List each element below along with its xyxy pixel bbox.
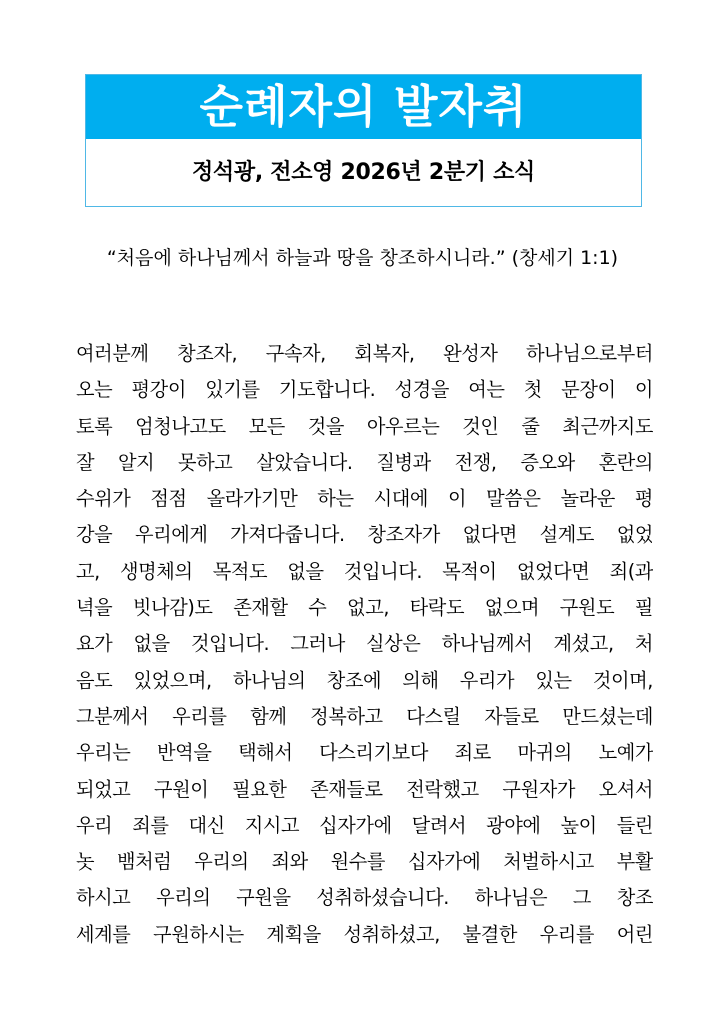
- body-line: 고, 생명체의 목적도 없을 것입니다. 목적이 없었다면 죄(과: [76, 559, 653, 583]
- body-line: 세계를 구원하시는 계획을 성취하셨고, 불결한 우리를 어린: [76, 922, 653, 946]
- body-line: 녁을 빗나감)도 존재할 수 없고, 타락도 없으며 구원도 필: [76, 596, 653, 620]
- body-line: 하시고 우리의 구원을 성취하셨습니다. 하나님은 그 창조: [76, 886, 653, 910]
- body-line: 음도 있었으며, 하나님의 창조에 의해 우리가 있는 것이며,: [76, 668, 653, 692]
- body-line: 우리는 반역을 택해서 다스리기보다 죄로 마귀의 노예가: [76, 741, 653, 765]
- header-box: [85, 74, 642, 207]
- page-title: 순례자의 발자취: [86, 75, 641, 139]
- body-line: 수위가 점점 올라가기만 하는 시대에 이 말씀은 놀라운 평: [76, 487, 653, 511]
- body-line: 여러분께 창조자, 구속자, 회복자, 완성자 하나님으로부터: [76, 342, 653, 365]
- body-line: 그분께서 우리를 함께 정복하고 다스릴 자들로 만드셨는데: [76, 704, 653, 728]
- body-line: 오는 평강이 있기를 기도합니다. 성경을 여는 첫 문장이 이: [76, 378, 653, 402]
- body-paragraph: [76, 336, 653, 953]
- body-line: 놋 뱀처럼 우리의 죄와 원수를 십자가에 처벌하시고 부활: [76, 850, 653, 874]
- body-line: 강을 우리에게 가져다줍니다. 창조자가 없다면 설계도 없었: [76, 523, 653, 547]
- body-line: 되었고 구원이 필요한 존재들로 전락했고 구원자가 오셔서: [76, 777, 653, 801]
- page-subtitle: 정석광, 전소영 2026년 2분기 소식: [191, 160, 535, 185]
- body-line: 우리 죄를 대신 지시고 십자가에 달려서 광야에 높이 들린: [76, 813, 653, 837]
- bible-verse: “처음에 하나님께서 하늘과 땅을 창조하시니라.” (창세기 1:1): [106, 247, 619, 269]
- body-line: 잘 알지 못하고 살았습니다. 질병과 전쟁, 증오와 혼란의: [76, 450, 653, 474]
- body-line: 토록 엄청나고도 모든 것을 아우르는 것인 줄 최근까지도: [76, 414, 653, 438]
- body-line: 요가 없을 것입니다. 그러나 실상은 하나님께서 계셨고, 처: [76, 632, 653, 656]
